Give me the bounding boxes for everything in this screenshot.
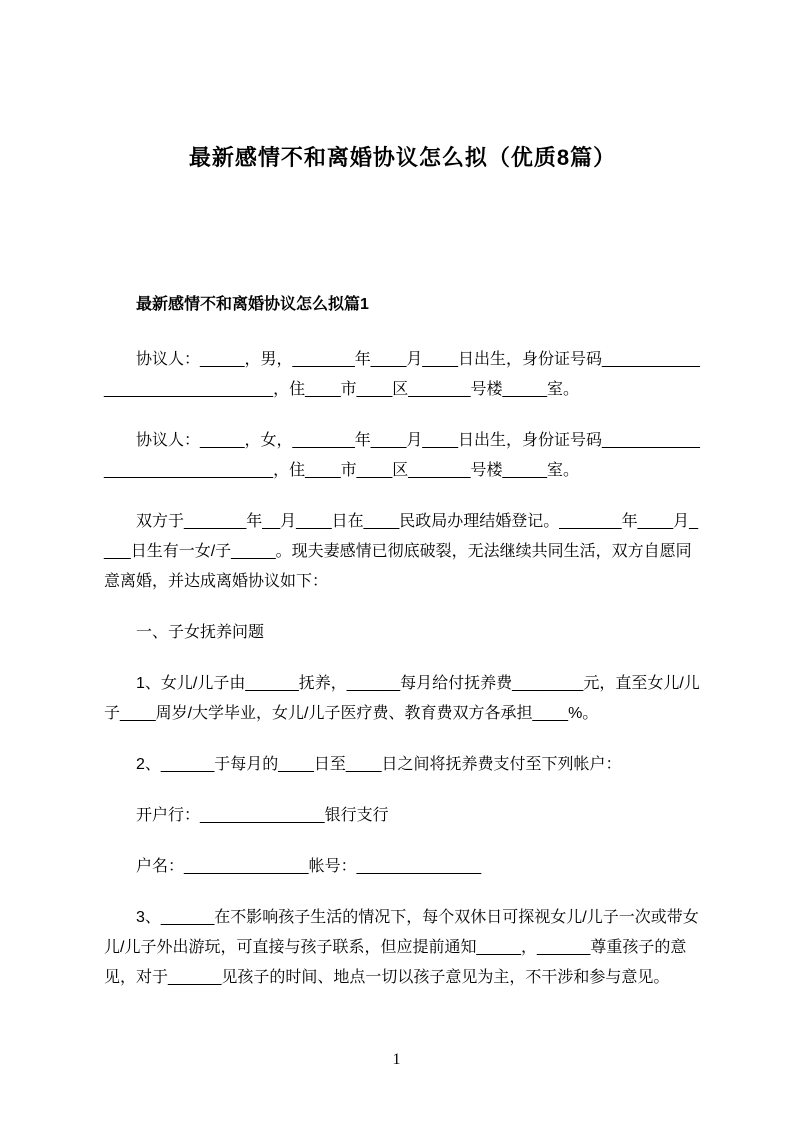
- paragraph-account-info: 户名：______________帐号：______________: [136, 858, 482, 875]
- paragraph-clause-2-payment-schedule: 2、______于每月的____日至____日之间将抚养费支付至下列帐户：: [136, 756, 622, 773]
- paragraph-marriage-intro: 双方于_______年__月____日在____民政局办理结婚登记。_______年____月____日生有一女/子_____。现夫妻感情已彻底破裂，无法继续共同生活，双方自愿同意离婚，并达成离婚协议如下：: [104, 513, 699, 590]
- section-heading-part-1: 最新感情不和离婚协议怎么拟篇1: [136, 296, 369, 313]
- paragraph-party-b: 协议人：_____，女，_______年____月____日出生，身份证号码______________________________，住____市____区_______号楼_____室。: [104, 432, 700, 479]
- paragraph-party-a: 协议人：_____，男，_______年____月____日出生，身份证号码______________________________，住____市____区_______号楼_____室。: [104, 351, 700, 398]
- paragraph-clause-1-support-fee: 1、女儿/儿子由______抚养，______每月给付抚养费________元，直至女儿/儿子____周岁/大学毕业，女儿/儿子医疗费、教育费双方各承担____%。: [104, 675, 700, 722]
- paragraph-clause-3-visitation: 3、______在不影响孩子生活的情况下，每个双休日可探视女儿/儿子一次或带女儿/儿子外出游玩，可直接与孩子联系，但应提前通知_____，______尊重孩子的意见，对于______见孩子的时间、地点一切以孩子意见为主，不干涉和参与意见。: [104, 909, 699, 986]
- document-title: 最新感情不和离婚协议怎么拟（优质8篇）: [188, 145, 617, 170]
- page-number: 1: [392, 1051, 401, 1068]
- paragraph-bank-branch: 开户行：______________银行支行: [136, 807, 389, 824]
- heading-child-custody: 一、子女抚养问题: [136, 624, 265, 641]
